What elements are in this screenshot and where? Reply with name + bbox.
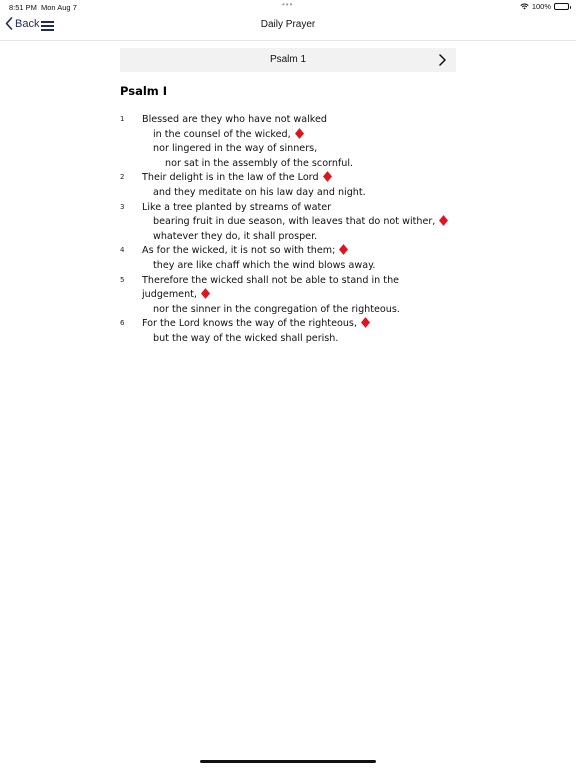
home-indicator[interactable] <box>200 760 376 763</box>
verse-line <box>120 317 456 332</box>
verse-line-text: Blessed are they who have not walked <box>142 114 328 125</box>
verse-line <box>120 171 456 186</box>
verse-line-text: Therefore the wicked shall not be able to stand in the <box>142 274 400 286</box>
verse <box>120 244 456 273</box>
wifi-icon <box>520 3 529 10</box>
verse-line <box>120 142 456 157</box>
diamond-icon <box>439 215 448 226</box>
section-title: Psalm 1 <box>269 54 307 65</box>
multitasking-dots-icon[interactable]: ••• <box>282 0 294 9</box>
verse-line-text: in the counsel of the wicked, <box>153 128 291 140</box>
verse-line <box>120 128 456 143</box>
diamond-icon <box>295 128 304 139</box>
verse-line <box>120 113 456 128</box>
battery-icon <box>554 3 569 10</box>
diamond-icon <box>323 171 332 182</box>
verse-line <box>120 215 456 230</box>
verse-line <box>120 201 456 216</box>
verse-line <box>120 186 456 201</box>
verse-number: 5 <box>120 275 125 284</box>
psalm-text <box>120 113 456 347</box>
verse-line-text: nor the sinner in the congregation of the righteous. <box>153 303 400 315</box>
verse-line-text: but the way of the wicked shall perish. <box>153 332 339 344</box>
verse <box>120 274 456 318</box>
verse-line <box>120 332 456 347</box>
verse <box>120 171 456 200</box>
verse-line-text: whatever they do, it shall prosper. <box>153 230 318 242</box>
verse-line-text: For the Lord knows the way of the righteous, <box>142 318 357 330</box>
verse-line-text: nor sat in the assembly of the scornful. <box>165 157 354 169</box>
verse-line <box>120 259 456 274</box>
verse-line-text: and they meditate on his law day and night. <box>153 186 366 198</box>
section-header[interactable] <box>120 48 456 72</box>
verse-line <box>120 303 456 318</box>
verse-line-text: Like a tree planted by streams of water <box>142 201 332 213</box>
verse <box>120 113 456 171</box>
navigation-bar <box>0 14 576 41</box>
chevron-right-icon[interactable] <box>439 54 446 66</box>
verse-line-text: nor lingered in the way of sinners, <box>153 143 318 155</box>
verse-number: 3 <box>120 202 125 211</box>
status-date: Mon Aug 7 <box>41 3 77 12</box>
verse-line <box>120 230 456 245</box>
verse-number: 2 <box>120 173 125 182</box>
status-bar <box>0 0 576 14</box>
diamond-icon <box>201 288 210 299</box>
verse-line-text: bearing fruit in due season, with leaves that do not wither, <box>153 216 436 228</box>
verse-number: 4 <box>120 246 125 255</box>
verse <box>120 201 456 245</box>
verse-line-text: Their delight is in the law of the Lord <box>142 172 319 184</box>
status-indicators <box>520 2 569 11</box>
psalm-heading: Psalm I <box>120 84 168 98</box>
diamond-icon <box>361 317 370 328</box>
verse <box>120 317 456 346</box>
verse-line <box>120 244 456 259</box>
verse-number: 1 <box>120 115 125 123</box>
back-label: Back <box>15 17 40 30</box>
page-title: Daily Prayer <box>260 19 316 30</box>
verse-line <box>120 274 456 289</box>
verse-line <box>120 288 456 303</box>
battery-percent: 100% <box>531 2 551 11</box>
verse-line-text: As for the wicked, it is not so with them; <box>142 245 336 257</box>
status-time: 8:51 PM <box>9 3 37 12</box>
verse-line-text: they are like chaff which the wind blows away. <box>153 259 376 271</box>
diamond-icon <box>339 244 348 255</box>
verse-line-text: judgement, <box>142 289 197 301</box>
verse-line <box>120 157 456 172</box>
verse-number: 6 <box>120 319 125 328</box>
